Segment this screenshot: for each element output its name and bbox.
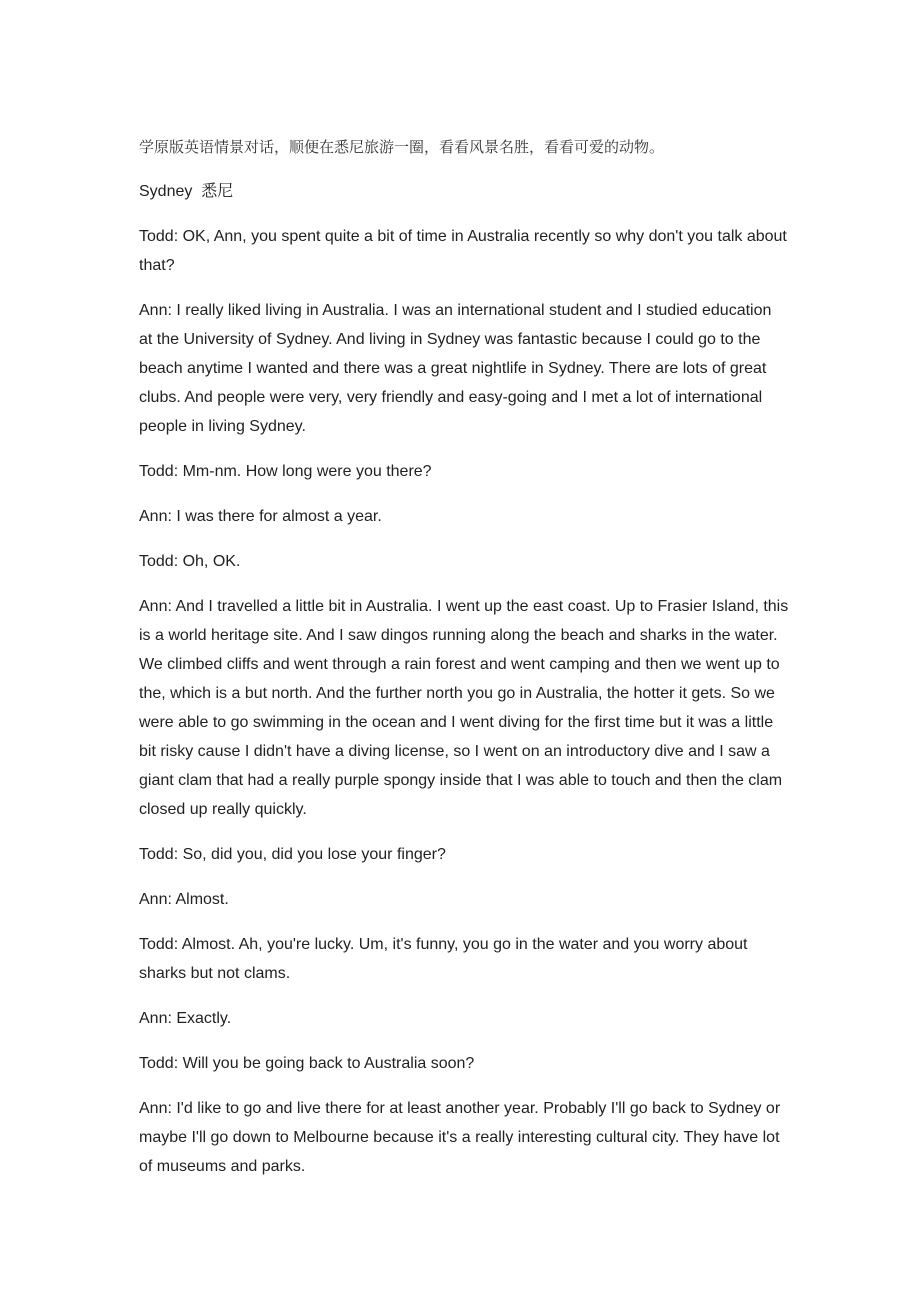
- dialogue-line-ann-1: Ann: I really liked living in Australia. I was an international student and I studied education at the University of Sydney. And living in Sydney was fantastic because I could go to the beach anytime I wanted and there was a great nightlife in Sydney. There are lots of great clubs. And people were very, very friendly and easy-going and I met a lot of international people in living Sydney.: [139, 302, 772, 435]
- dialogue-line-ann-5: Ann: Exactly.: [139, 1010, 232, 1027]
- intro-text: 学原版英语情景对话，顺便在悉尼旅游一圈，看看风景名胜，看看可爱的动物。: [139, 138, 665, 156]
- dialogue-line-todd-6: Todd: Will you be going back to Australia soon?: [139, 1055, 475, 1072]
- dialogue-line-ann-3: Ann: And I travelled a little bit in Australia. I went up the east coast. Up to Frasier Island, this is a world heritage site. And I saw dingos running along the beach and sharks in the water. We climbed cliffs and went through a rain forest and went camping and then we went up to the, which is a but north. And the further north you go in Australia, the hotter it gets. So we were able to go swimming in the ocean and I went diving for the first time but it was a little bit risky cause I didn't have a diving license, so I went on an introductory dive and I saw a giant clam that had a really purple spongy inside that I was able to touch and then the clam closed up really quickly.: [139, 598, 789, 818]
- dialogue-line-todd-3: Todd: Oh, OK.: [139, 553, 241, 570]
- dialogue-line-ann-4: Ann: Almost.: [139, 891, 229, 908]
- document-title: Sydney 悉尼: [139, 183, 234, 200]
- dialogue-line-ann-2: Ann: I was there for almost a year.: [139, 508, 382, 525]
- document-page: [139, 133, 789, 1197]
- dialogue-line-todd-2: Todd: Mm-nm. How long were you there?: [139, 463, 432, 480]
- dialogue-line-todd-5: Todd: Almost. Ah, you're lucky. Um, it's funny, you go in the water and you worry about sharks but not clams.: [139, 936, 748, 982]
- dialogue-line-todd-4: Todd: So, did you, did you lose your finger?: [139, 846, 446, 863]
- dialogue-line-todd-1: Todd: OK, Ann, you spent quite a bit of time in Australia recently so why don't you talk about that?: [139, 228, 787, 274]
- dialogue-line-ann-6: Ann: I'd like to go and live there for at least another year. Probably I'll go back to Sydney or maybe I'll go down to Melbourne because it's a really interesting cultural city. They have lot of museums and parks.: [139, 1100, 781, 1175]
